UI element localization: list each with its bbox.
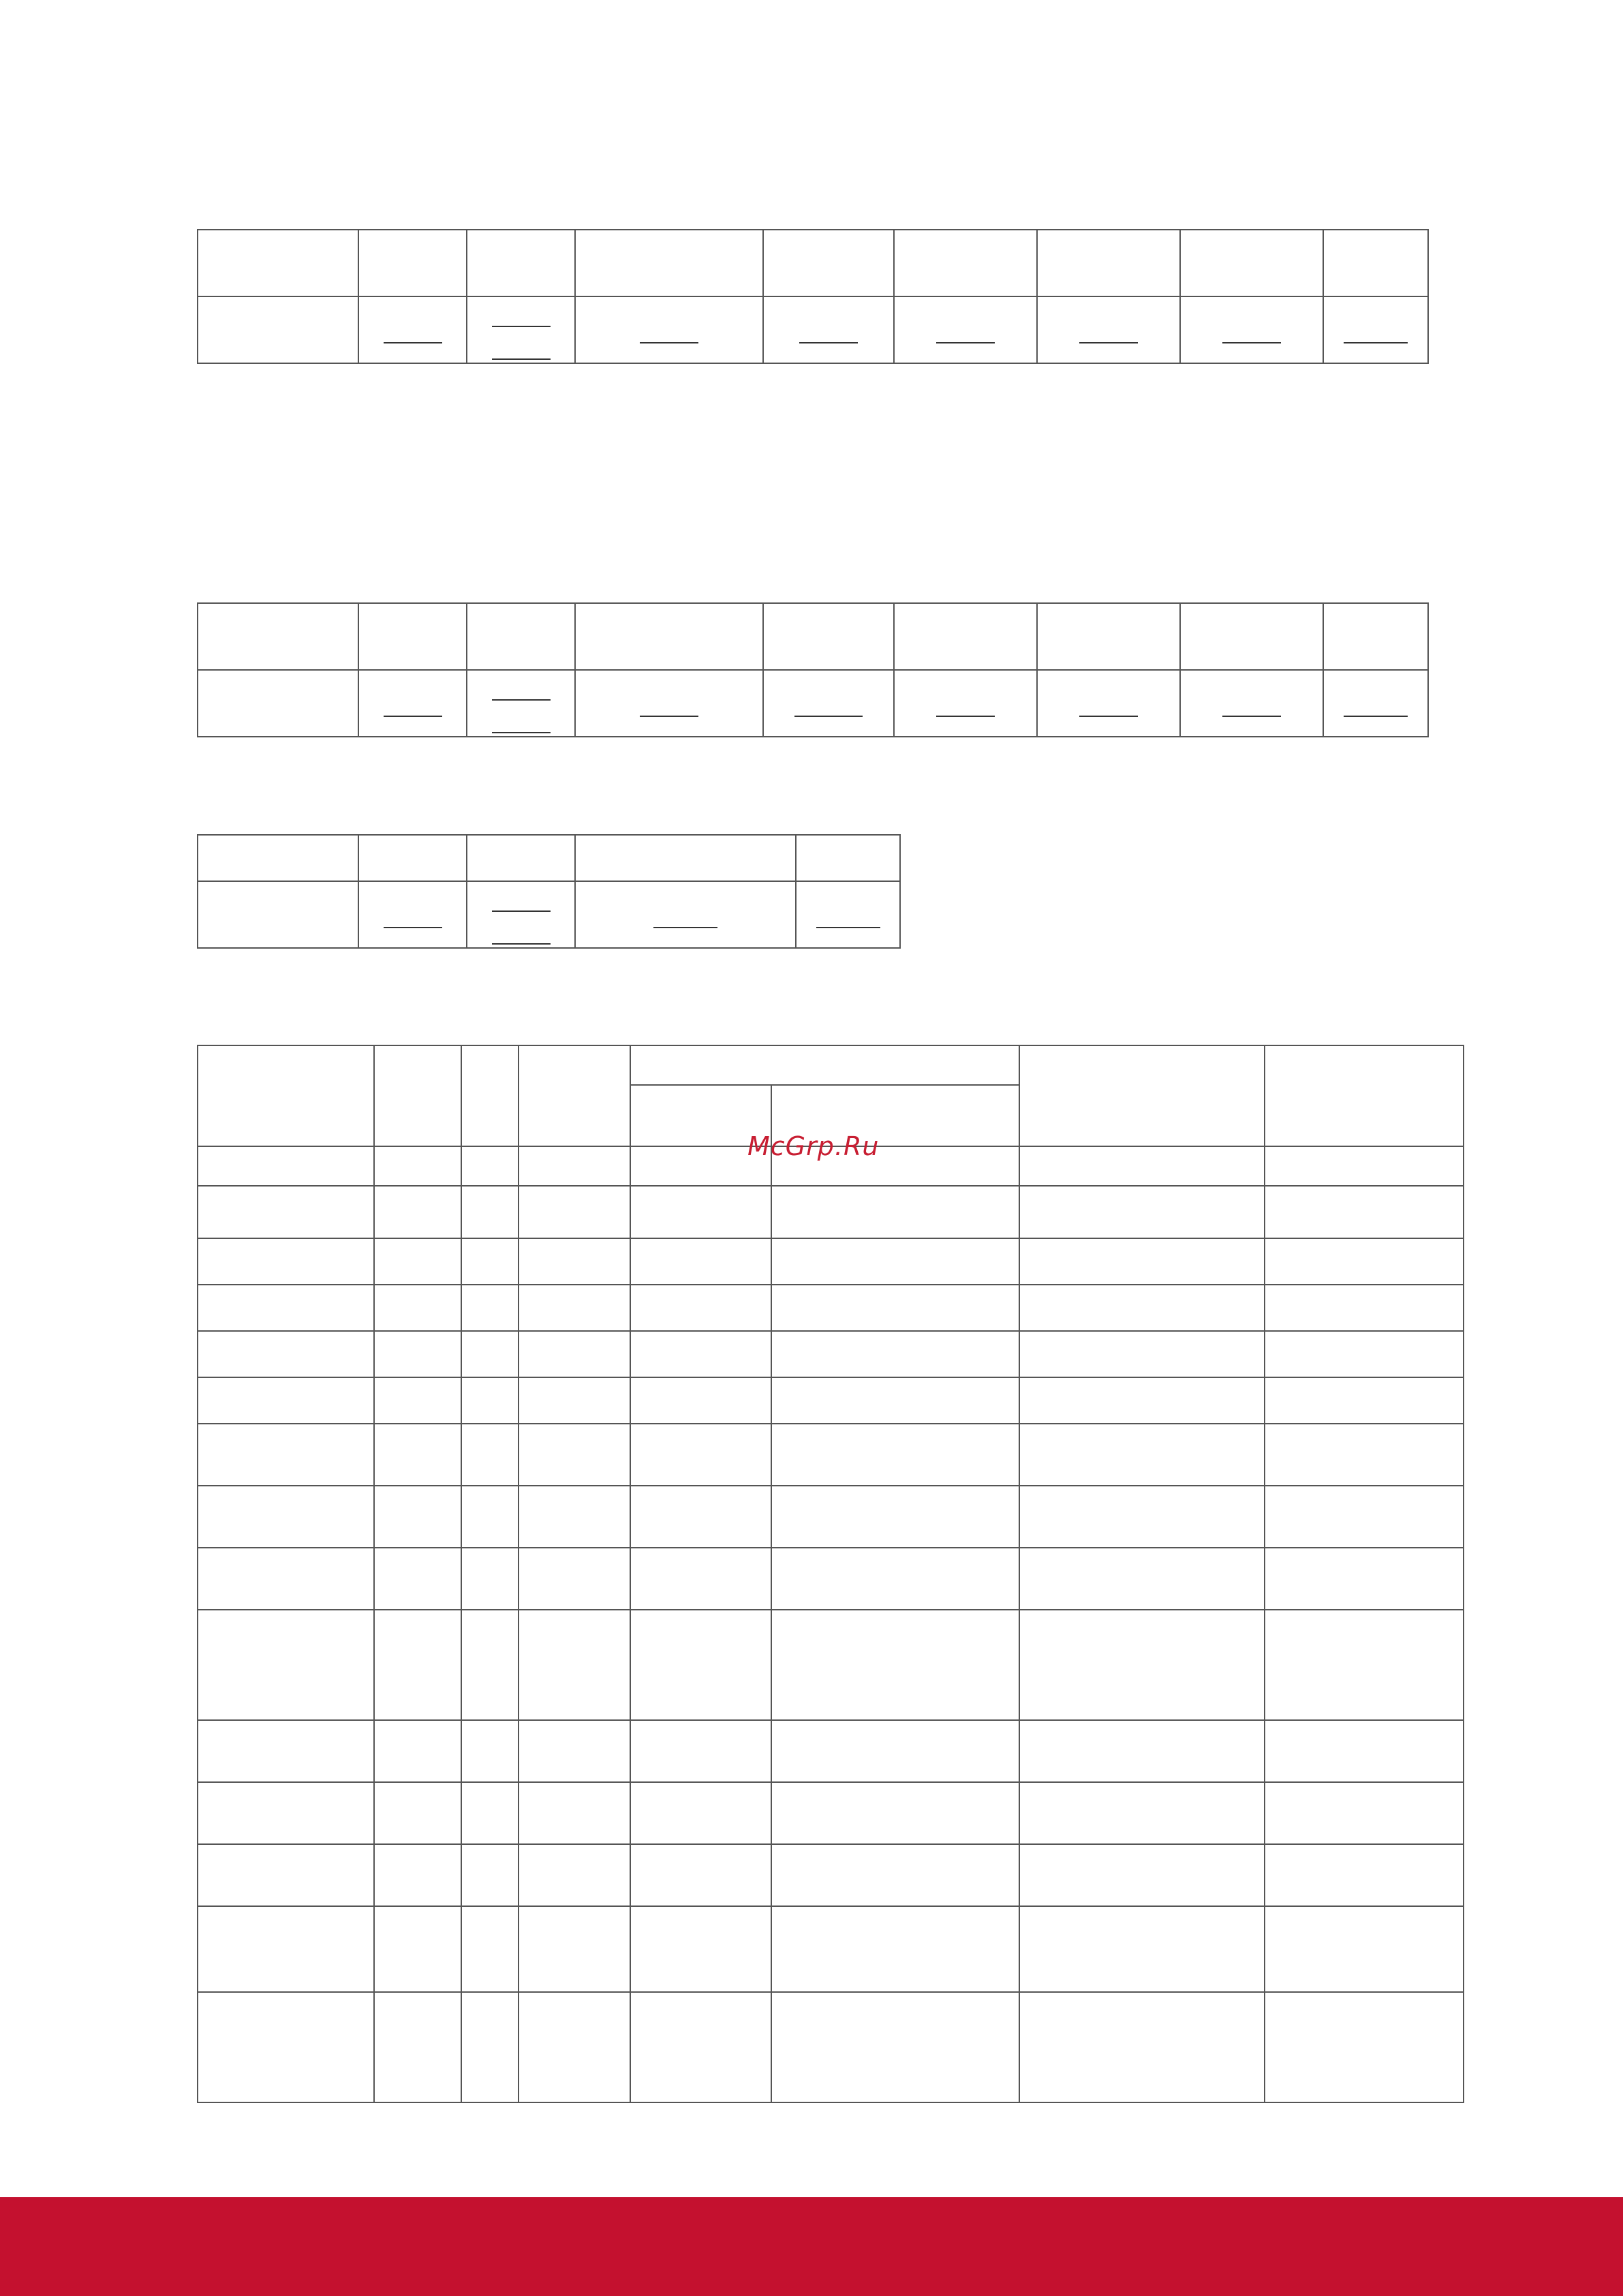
table-cell (374, 1782, 461, 1844)
blank-line (1222, 716, 1281, 717)
table-cell (1265, 1548, 1464, 1610)
header-cell-group (630, 1045, 1019, 1085)
table-cell (519, 1424, 630, 1486)
table-cell (467, 296, 575, 363)
table-cell (374, 1486, 461, 1548)
table-cell (1037, 603, 1180, 670)
blank-line (1079, 716, 1138, 717)
header-cell (461, 1045, 519, 1146)
table-cell (1019, 1906, 1265, 1992)
table-cell (1265, 1377, 1464, 1424)
spec-table-2 (197, 602, 1429, 737)
blank-line (936, 716, 995, 717)
table-row (198, 230, 1428, 296)
blank-line (653, 927, 717, 928)
table-cell (198, 1146, 374, 1186)
table-cell (198, 230, 358, 296)
table-cell (771, 1331, 1019, 1377)
table-cell (894, 670, 1037, 737)
header-cell (374, 1045, 461, 1146)
table-cell (374, 1238, 461, 1285)
table-cell (461, 1331, 519, 1377)
table-cell (630, 1992, 771, 2102)
table-cell (630, 1186, 771, 1238)
table-cell (358, 603, 467, 670)
blank-line (936, 342, 995, 343)
table-cell (198, 835, 358, 881)
table-cell (374, 1186, 461, 1238)
table-cell (1019, 1285, 1265, 1331)
table-row (198, 1720, 1464, 1782)
table-cell (461, 1720, 519, 1782)
table-cell (1019, 1844, 1265, 1906)
table-cell (575, 230, 763, 296)
blank-line (384, 716, 442, 717)
blank-line (492, 943, 551, 945)
table-cell (519, 1285, 630, 1331)
table-cell (1323, 670, 1428, 737)
table-cell (519, 1486, 630, 1548)
table-row (198, 1331, 1464, 1377)
table-cell (198, 1844, 374, 1906)
table-cell (630, 1331, 771, 1377)
blank-line (492, 358, 551, 360)
table-cell (198, 1186, 374, 1238)
table-cell (358, 881, 467, 948)
table-row (198, 603, 1428, 670)
table-cell (630, 1548, 771, 1610)
table-cell (461, 1782, 519, 1844)
table-row (198, 1906, 1464, 1992)
table-cell (796, 881, 900, 948)
table-cell (630, 1424, 771, 1486)
table-cell (519, 1782, 630, 1844)
table-cell (519, 1548, 630, 1610)
table-row (198, 1992, 1464, 2102)
table-cell (1265, 1844, 1464, 1906)
table-cell (630, 1610, 771, 1720)
blank-line (816, 927, 880, 928)
table-row (198, 1548, 1464, 1610)
table-cell (519, 1844, 630, 1906)
table-cell (1019, 1992, 1265, 2102)
table-cell (630, 1238, 771, 1285)
footer-bar (0, 2197, 1623, 2296)
table-cell (374, 1906, 461, 1992)
table-cell (198, 1238, 374, 1285)
table-cell (467, 881, 575, 948)
table-cell (1019, 1424, 1265, 1486)
table-cell (198, 1906, 374, 1992)
table-cell (771, 1377, 1019, 1424)
table-cell (519, 1186, 630, 1238)
table-cell (630, 1844, 771, 1906)
table-cell (358, 835, 467, 881)
table-cell (575, 670, 763, 737)
table-cell (894, 603, 1037, 670)
table-cell (763, 230, 894, 296)
table-cell (198, 881, 358, 948)
table-row (198, 835, 900, 881)
watermark-text: McGrp.Ru (747, 1131, 880, 1161)
table-cell (1265, 1424, 1464, 1486)
table-cell (467, 230, 575, 296)
table-row (198, 1782, 1464, 1844)
table-row (198, 670, 1428, 737)
table-cell (1265, 1146, 1464, 1186)
table-cell (198, 1720, 374, 1782)
table-cell (461, 1844, 519, 1906)
table-cell (1019, 1548, 1265, 1610)
table-cell (1265, 1906, 1464, 1992)
table-cell (519, 1906, 630, 1992)
blank-line (1079, 342, 1138, 343)
table-cell (1180, 230, 1323, 296)
spec-table-3 (197, 834, 901, 949)
table-row (198, 1486, 1464, 1548)
table-cell (1323, 296, 1428, 363)
blank-line (794, 716, 863, 717)
table-cell (374, 1285, 461, 1331)
table-cell (894, 296, 1037, 363)
table-cell (1180, 670, 1323, 737)
table-row (198, 1186, 1464, 1238)
table-cell (358, 230, 467, 296)
table-cell (358, 296, 467, 363)
table-cell (1265, 1331, 1464, 1377)
table-cell (467, 603, 575, 670)
table-cell (374, 1992, 461, 2102)
table-row (198, 1610, 1464, 1720)
table-cell (198, 670, 358, 737)
table-cell (198, 296, 358, 363)
table-cell (771, 1238, 1019, 1285)
table-cell (374, 1548, 461, 1610)
table-cell (374, 1424, 461, 1486)
table-cell (519, 1610, 630, 1720)
table-cell (461, 1992, 519, 2102)
table-cell (1019, 1331, 1265, 1377)
table-cell (1180, 296, 1323, 363)
table-cell (461, 1906, 519, 1992)
table-cell (519, 1238, 630, 1285)
table-cell (1037, 230, 1180, 296)
table-cell (358, 670, 467, 737)
table-cell (771, 1844, 1019, 1906)
table-cell (467, 835, 575, 881)
table-cell (198, 1285, 374, 1331)
blank-line (799, 342, 858, 343)
table-cell (1019, 1782, 1265, 1844)
table-row (198, 1377, 1464, 1424)
table-cell (1019, 1377, 1265, 1424)
table-cell (771, 1548, 1019, 1610)
table-cell (198, 1377, 374, 1424)
table-cell (630, 1906, 771, 1992)
table-cell (461, 1610, 519, 1720)
table-cell (519, 1992, 630, 2102)
table-cell (796, 835, 900, 881)
table-cell (1180, 603, 1323, 670)
header-cell (198, 1045, 374, 1146)
table-cell (1265, 1992, 1464, 2102)
table-cell (894, 230, 1037, 296)
table-cell (1265, 1720, 1464, 1782)
table-cell (461, 1377, 519, 1424)
blank-line (492, 732, 551, 733)
table-cell (519, 1146, 630, 1186)
table-cell (374, 1331, 461, 1377)
spec-table-1 (197, 229, 1429, 364)
table-header-row (198, 1045, 1464, 1085)
table-cell (198, 1992, 374, 2102)
table-cell (575, 881, 796, 948)
table-cell (198, 1424, 374, 1486)
table-cell (374, 1844, 461, 1906)
table-cell (461, 1548, 519, 1610)
table-cell (1037, 670, 1180, 737)
table-cell (374, 1146, 461, 1186)
table-cell (1019, 1238, 1265, 1285)
table-cell (630, 1285, 771, 1331)
table-cell (771, 1610, 1019, 1720)
table-row (198, 296, 1428, 363)
table-cell (630, 1377, 771, 1424)
table-cell (519, 1720, 630, 1782)
table-cell (374, 1720, 461, 1782)
table-row (198, 1424, 1464, 1486)
table-cell (1019, 1486, 1265, 1548)
table-cell (1265, 1285, 1464, 1331)
table-cell (1019, 1720, 1265, 1782)
table-cell (198, 1782, 374, 1844)
blank-line (1344, 716, 1408, 717)
table-cell (630, 1782, 771, 1844)
table-row (198, 1285, 1464, 1331)
blank-line (492, 326, 551, 327)
blank-line (640, 342, 698, 343)
table-cell (771, 1486, 1019, 1548)
table-cell (198, 1610, 374, 1720)
blank-line (492, 699, 551, 701)
table-cell (771, 1186, 1019, 1238)
header-cell (1019, 1045, 1265, 1146)
table-row (198, 881, 900, 948)
table-cell (198, 603, 358, 670)
table-cell (374, 1610, 461, 1720)
table-cell (1265, 1782, 1464, 1844)
table-cell (1019, 1610, 1265, 1720)
blank-line (384, 342, 442, 343)
table-cell (519, 1331, 630, 1377)
table-cell (461, 1238, 519, 1285)
table-cell (374, 1377, 461, 1424)
table-cell (575, 835, 796, 881)
table-cell (1019, 1186, 1265, 1238)
table-cell (461, 1424, 519, 1486)
table-cell (763, 670, 894, 737)
table-cell (198, 1331, 374, 1377)
table-cell (467, 670, 575, 737)
table-cell (630, 1486, 771, 1548)
table-cell (198, 1486, 374, 1548)
table-cell (1265, 1486, 1464, 1548)
blank-line (1222, 342, 1281, 343)
table-cell (1265, 1238, 1464, 1285)
table-cell (1323, 603, 1428, 670)
table-cell (1019, 1146, 1265, 1186)
table-cell (575, 296, 763, 363)
table-cell (1037, 296, 1180, 363)
table-cell (1323, 230, 1428, 296)
blank-line (384, 927, 442, 928)
table-cell (771, 1782, 1019, 1844)
table-row (198, 1238, 1464, 1285)
spec-table-4 (197, 1045, 1464, 2103)
table-cell (198, 1548, 374, 1610)
table-cell (461, 1186, 519, 1238)
table-cell (461, 1285, 519, 1331)
blank-line (640, 716, 698, 717)
blank-line (492, 910, 551, 912)
table-cell (763, 296, 894, 363)
table-cell (771, 1720, 1019, 1782)
table-cell (771, 1424, 1019, 1486)
table-cell (461, 1146, 519, 1186)
table-cell (461, 1486, 519, 1548)
table-cell (1265, 1186, 1464, 1238)
table-cell (771, 1285, 1019, 1331)
table-cell (763, 603, 894, 670)
table-cell (771, 1992, 1019, 2102)
header-cell (1265, 1045, 1464, 1146)
blank-line (1344, 342, 1408, 343)
header-cell (519, 1045, 630, 1146)
table-cell (771, 1906, 1019, 1992)
table-cell (630, 1720, 771, 1782)
table-cell (1265, 1610, 1464, 1720)
table-cell (575, 603, 763, 670)
table-cell (519, 1377, 630, 1424)
table-row (198, 1844, 1464, 1906)
